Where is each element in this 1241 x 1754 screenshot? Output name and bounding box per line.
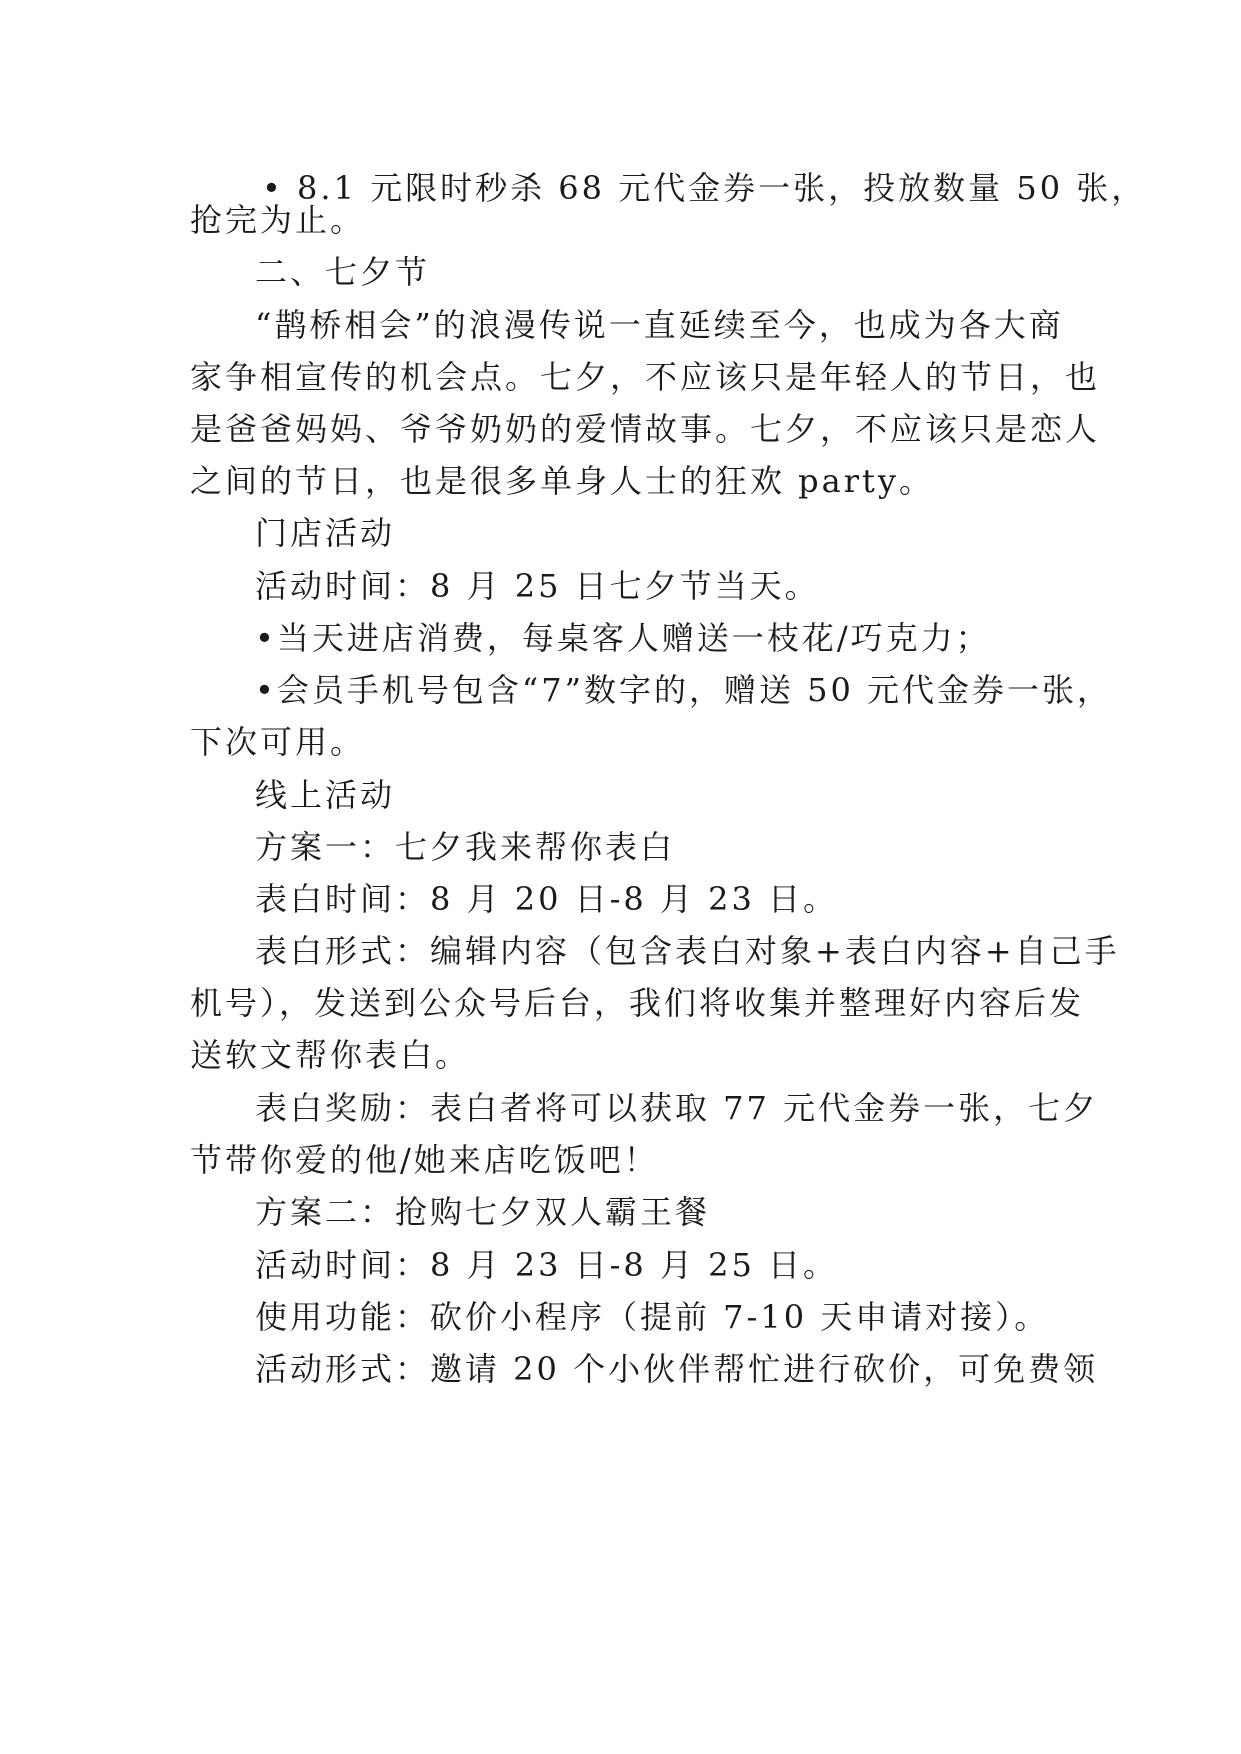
text-line: 使用功能：砍价小程序（提前 7-10 天申请对接）。 <box>255 1298 1050 1336</box>
text-line: “鹊桥相会”的浪漫传说一直延续至今，也成为各大商 <box>255 306 1064 344</box>
text-line: 之间的节日，也是很多单身人士的狂欢 party。 <box>190 462 934 500</box>
text-line: 活动时间：8 月 25 日七夕节当天。 <box>255 567 820 605</box>
text-line: 活动形式：邀请 20 个小伙伴帮忙进行砍价，可免费领 <box>255 1350 1099 1388</box>
bullet-item: •当天进店消费，每桌客人赠送一枝花/巧克力； <box>255 619 991 657</box>
subheading: 门店活动 <box>255 514 396 552</box>
text-line: 表白奖励：表白者将可以获取 77 元代金券一张，七夕 <box>255 1089 1099 1127</box>
text-line: • 8.1 元限时秒杀 68 元代金券一张，投放数量 50 张， <box>262 169 1147 207</box>
text-line: 方案一：七夕我来帮你表白 <box>255 828 676 866</box>
text-line: 抢完为止。 <box>190 201 366 239</box>
text-line: 家争相宣传的机会点。七夕，不应该只是年轻人的节日，也 <box>190 358 1101 396</box>
text-line: 送软文帮你表白。 <box>190 1036 471 1074</box>
text-line: 是爸爸妈妈、爷爷奶奶的爱情故事。七夕，不应该只是恋人 <box>190 410 1101 448</box>
text-line: 方案二：抢购七夕双人霸王餐 <box>255 1193 711 1231</box>
subheading: 线上活动 <box>255 776 396 814</box>
text-line: 节带你爱的他/她来店吃饭吧！ <box>190 1141 659 1179</box>
text-line: 表白时间：8 月 20 日-8 月 23 日。 <box>255 880 839 918</box>
text-line: 表白形式：编辑内容（包含表白对象+表白内容+自己手 <box>255 932 1120 970</box>
bullet-item: •会员手机号包含“7”数字的，赠送 50 元代金券一张， <box>255 671 1113 709</box>
text-line: 机号），发送到公众号后台，我们将收集并整理好内容后发 <box>190 984 1085 1022</box>
text-line: 下次可用。 <box>190 723 366 761</box>
section-heading: 二、七夕节 <box>255 253 431 291</box>
text-line: 活动时间：8 月 23 日-8 月 25 日。 <box>255 1246 839 1284</box>
